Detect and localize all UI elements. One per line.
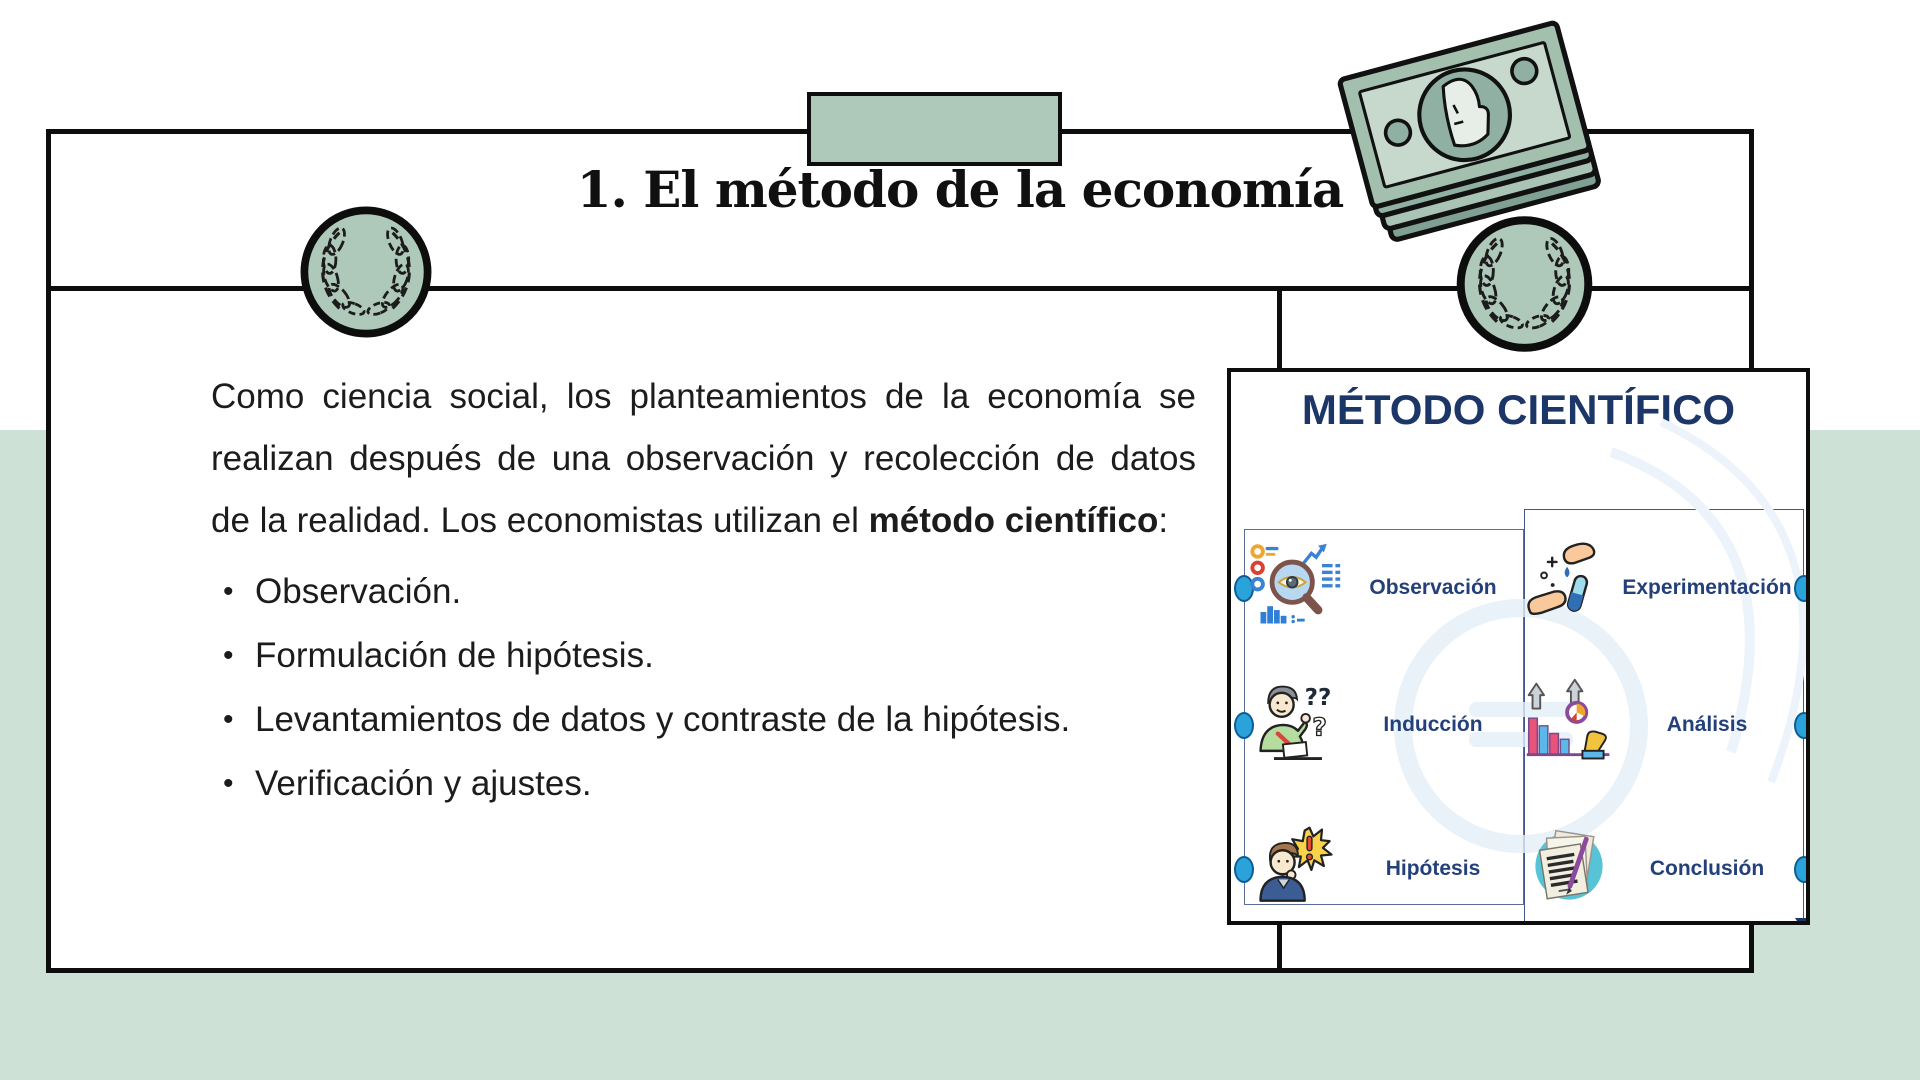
panel-title: MÉTODO CIENTÍFICO (1301, 386, 1736, 433)
person-exclamation-icon (1249, 820, 1345, 916)
bullet-text: Observación. (255, 572, 462, 611)
bullet-item (211, 624, 1196, 688)
bullet-text: Formulación de hipótesis. (255, 636, 654, 675)
body-text (211, 366, 1196, 816)
step-label-analisis: Análisis (1666, 713, 1748, 736)
bullet-item (211, 688, 1196, 752)
title-accent-rectangle (807, 92, 1062, 166)
flow-arrow-icon (1795, 918, 1810, 925)
bullet-item (211, 752, 1196, 816)
scientific-method-panel (1227, 368, 1810, 925)
svg-text:??: ?? (1304, 684, 1332, 711)
bar-chart-magnifier-icon (1521, 674, 1617, 770)
person-questions-icon (1249, 676, 1345, 772)
laurel-coin-icon (296, 192, 436, 352)
step-label-induccion: Inducción (1383, 713, 1483, 736)
banknotes-icon (1336, 4, 1608, 246)
step-label-experimentacion: Experimentación (1622, 576, 1792, 599)
intro-paragraph (211, 366, 1196, 552)
page-title: 1. El método de la economía (576, 160, 1344, 219)
bullet-list (211, 560, 1196, 816)
bullet-text: Verificación y ajustes. (255, 764, 592, 803)
svg-text:?: ? (1312, 712, 1327, 742)
documents-pen-icon (1521, 818, 1617, 914)
step-label-conclusion: Conclusión (1649, 857, 1765, 880)
magnifier-eye-icon (1249, 539, 1345, 635)
bullet-item (211, 560, 1196, 624)
bullet-text: Levantamientos de datos y contraste de la hipótesis. (255, 700, 1071, 739)
step-label-hipotesis: Hipótesis (1385, 857, 1481, 880)
method-term: método científico (868, 501, 1159, 540)
intro-text: Como ciencia social, los planteamientos de la economía se realizan después de una observación y recolección de datos de la realidad. Los economistas utilizan el (211, 377, 1196, 540)
step-label-observacion: Observación (1369, 576, 1497, 599)
hands-test-tube-icon (1521, 537, 1617, 633)
intro-colon: : (1158, 501, 1169, 540)
